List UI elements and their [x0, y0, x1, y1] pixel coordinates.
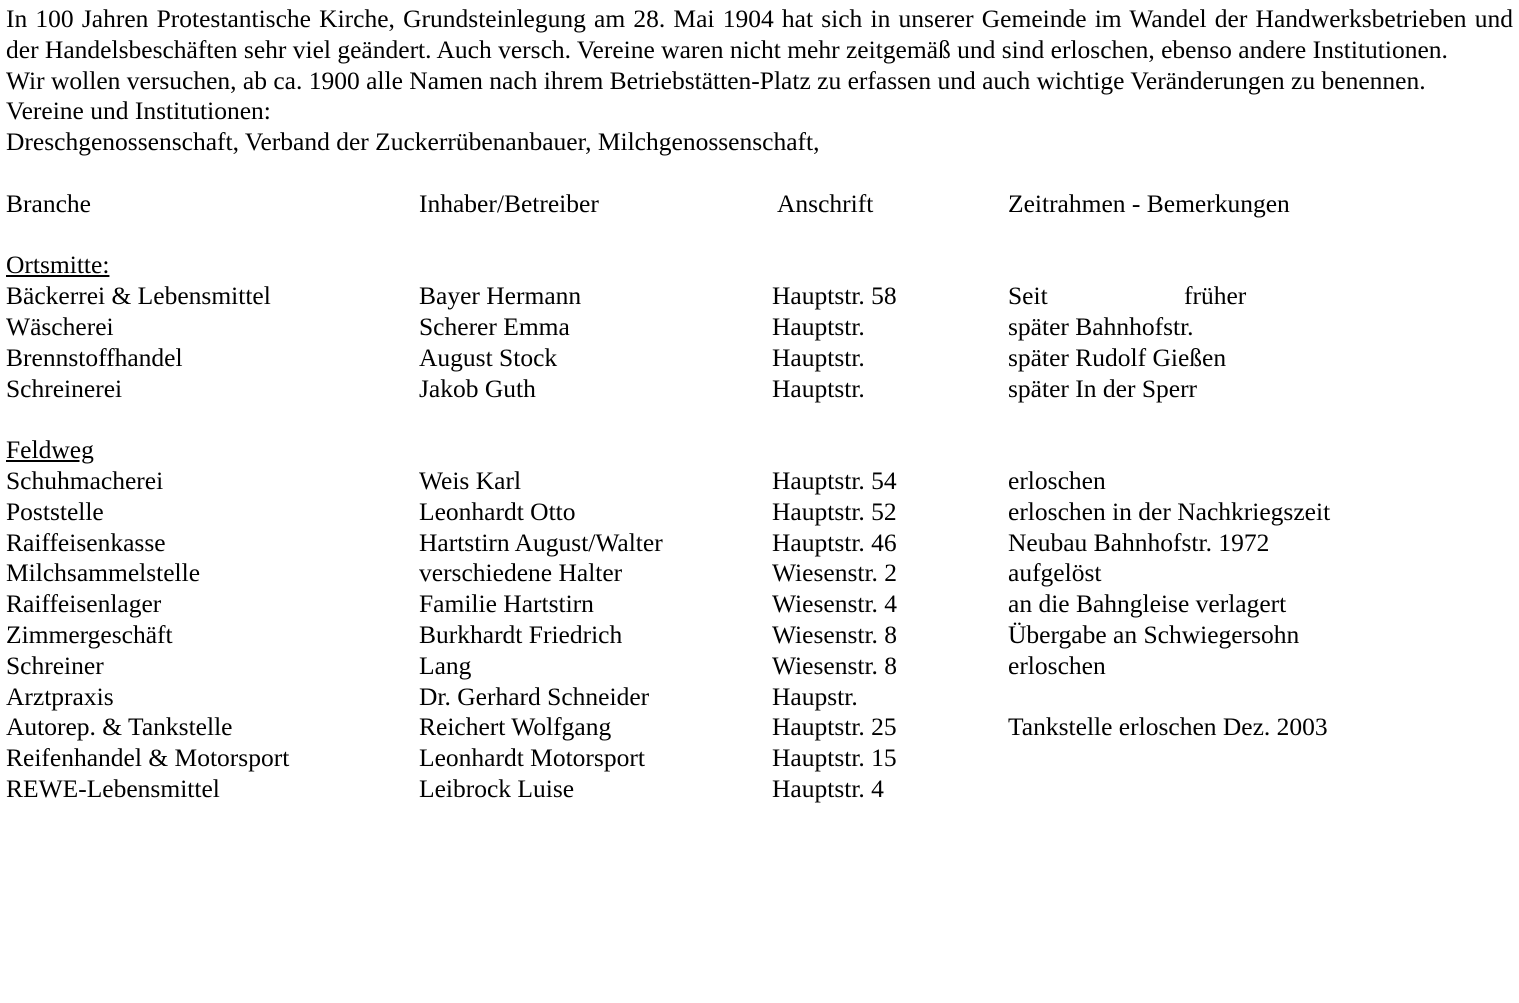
cell-inhaber: Bayer Hermann [419, 281, 582, 311]
header-zeitrahmen: Zeitrahmen - Bemerkungen [1008, 188, 1290, 218]
cell-bemerkung: Neubau Bahnhofstr. 1972 [1008, 527, 1270, 557]
cell-branche: Schreinerei [6, 373, 123, 403]
cell-bemerkung: später Bahnhofstr. [1008, 311, 1194, 341]
table-row [6, 620, 1513, 651]
document-page [6, 4, 1513, 805]
cell-branche: Bäckerrei & Lebensmittel [6, 281, 271, 311]
cell-anschrift: Hauptstr. 52 [772, 496, 897, 526]
section-title-feldweg: Feldweg [6, 435, 94, 465]
table-row [6, 374, 1513, 405]
cell-bemerkung: erloschen [1008, 650, 1106, 680]
cell-bemerkung: später Rudolf Gießen [1008, 342, 1227, 372]
cell-anschrift: Hauptstr. 58 [772, 281, 897, 311]
cell-anschrift: Hauptstr. [772, 311, 865, 341]
vereine-heading: Vereine und Institutionen: [6, 96, 271, 126]
cell-branche: Schuhmacherei [6, 465, 164, 495]
cell-inhaber: Leonhardt Motorsport [419, 743, 645, 773]
intro-paragraph-1: In 100 Jahren Protestantische Kirche, Grundsteinlegung am 28. Mai 1904 hat sich in unserer Gemeinde im Wandel der Handwerksbetrieben und der Handelsbeschäften sehr viel geändert. Auch versch. Vereine waren nicht mehr zeitgemäß und sind erloschen, ebenso andere Institutionen. [6, 4, 1513, 64]
section-title-row [6, 435, 1513, 466]
header-inhaber: Inhaber/Betreiber [419, 188, 599, 218]
table-row [6, 466, 1513, 497]
cell-bemerkung: erloschen [1008, 465, 1106, 495]
header-branche: Branche [6, 188, 91, 218]
cell-inhaber: Weis Karl [419, 465, 522, 495]
cell-anschrift: Hauptstr. [772, 373, 865, 403]
cell-anschrift: Haupstr. [772, 681, 858, 711]
cell-bemerkung: an die Bahngleise verlagert [1008, 589, 1287, 619]
table-row [6, 281, 1513, 312]
vereine-list: Dreschgenossenschaft, Verband der Zuckerrübenanbauer, Milchgenossenschaft, [6, 127, 820, 157]
cell-anschrift: Hauptstr. 46 [772, 527, 897, 557]
cell-anschrift: Hauptstr. 4 [772, 773, 884, 803]
cell-anschrift: Wiesenstr. 2 [772, 558, 898, 588]
cell-branche: Schreiner [6, 650, 104, 680]
cell-inhaber: Familie Hartstirn [419, 589, 594, 619]
cell-inhaber: Lang [419, 650, 472, 680]
cell-anschrift: Wiesenstr. 8 [772, 619, 898, 649]
cell-inhaber: Scherer Emma [419, 311, 570, 341]
section-title-row [6, 250, 1513, 281]
table-row [6, 682, 1513, 713]
table-row [6, 558, 1513, 589]
cell-inhaber: Reichert Wolfgang [419, 712, 612, 742]
header-anschrift: Anschrift [777, 188, 874, 218]
cell-anschrift: Wiesenstr. 4 [772, 589, 898, 619]
cell-anschrift: Hauptstr. [772, 342, 865, 372]
cell-inhaber: Burkhardt Friedrich [419, 619, 623, 649]
table-row [6, 343, 1513, 374]
table-row [6, 712, 1513, 743]
cell-inhaber: verschiedene Halter [419, 558, 623, 588]
cell-bemerkung: aufgelöst [1008, 558, 1102, 588]
intro-paragraph-2: Wir wollen versuchen, ab ca. 1900 alle Namen nach ihrem Betriebstätten-Platz zu erfassen und auch wichtige Veränderungen zu benennen. [6, 65, 1426, 95]
table-row [6, 651, 1513, 682]
cell-inhaber: August Stock [419, 342, 558, 372]
cell-branche: Raiffeisenkasse [6, 527, 166, 557]
section-title-ortsmitte: Ortsmitte: [6, 250, 110, 280]
cell-branche: Milchsammelstelle [6, 558, 201, 588]
cell-inhaber: Jakob Guth [419, 373, 536, 403]
cell-inhaber: Leonhardt Otto [419, 496, 576, 526]
cell-bemerkung: Übergabe an Schwiegersohn [1008, 619, 1300, 649]
cell-branche: Poststelle [6, 496, 104, 526]
table-row [6, 743, 1513, 774]
cell-branche: Wäscherei [6, 311, 114, 341]
table-row [6, 497, 1513, 528]
cell-branche: Brennstoffhandel [6, 342, 183, 372]
cell-bemerkung-extra: früher [1184, 281, 1247, 311]
table-row [6, 774, 1513, 805]
cell-inhaber: Hartstirn August/Walter [419, 527, 663, 557]
cell-branche: Raiffeisenlager [6, 589, 162, 619]
spacer [6, 220, 1513, 251]
cell-bemerkung: Tankstelle erloschen Dez. 2003 [1008, 712, 1328, 742]
cell-branche: Reifenhandel & Motorsport [6, 743, 290, 773]
spacer [6, 158, 1513, 189]
cell-branche: Zimmergeschäft [6, 619, 173, 649]
cell-bemerkung: Seit [1008, 281, 1048, 311]
cell-branche: Autorep. & Tankstelle [6, 712, 233, 742]
cell-bemerkung: erloschen in der Nachkriegszeit [1008, 496, 1331, 526]
table-row [6, 312, 1513, 343]
cell-anschrift: Hauptstr. 25 [772, 712, 897, 742]
cell-bemerkung: später In der Sperr [1008, 373, 1198, 403]
cell-anschrift: Hauptstr. 15 [772, 743, 897, 773]
cell-branche: Arztpraxis [6, 681, 114, 711]
table-row [6, 589, 1513, 620]
spacer [6, 404, 1513, 435]
table-row [6, 528, 1513, 559]
table-header-row [6, 189, 1513, 220]
cell-branche: REWE-Lebensmittel [6, 773, 220, 803]
cell-anschrift: Hauptstr. 54 [772, 465, 897, 495]
cell-inhaber: Leibrock Luise [419, 773, 575, 803]
cell-anschrift: Wiesenstr. 8 [772, 650, 898, 680]
cell-inhaber: Dr. Gerhard Schneider [419, 681, 650, 711]
